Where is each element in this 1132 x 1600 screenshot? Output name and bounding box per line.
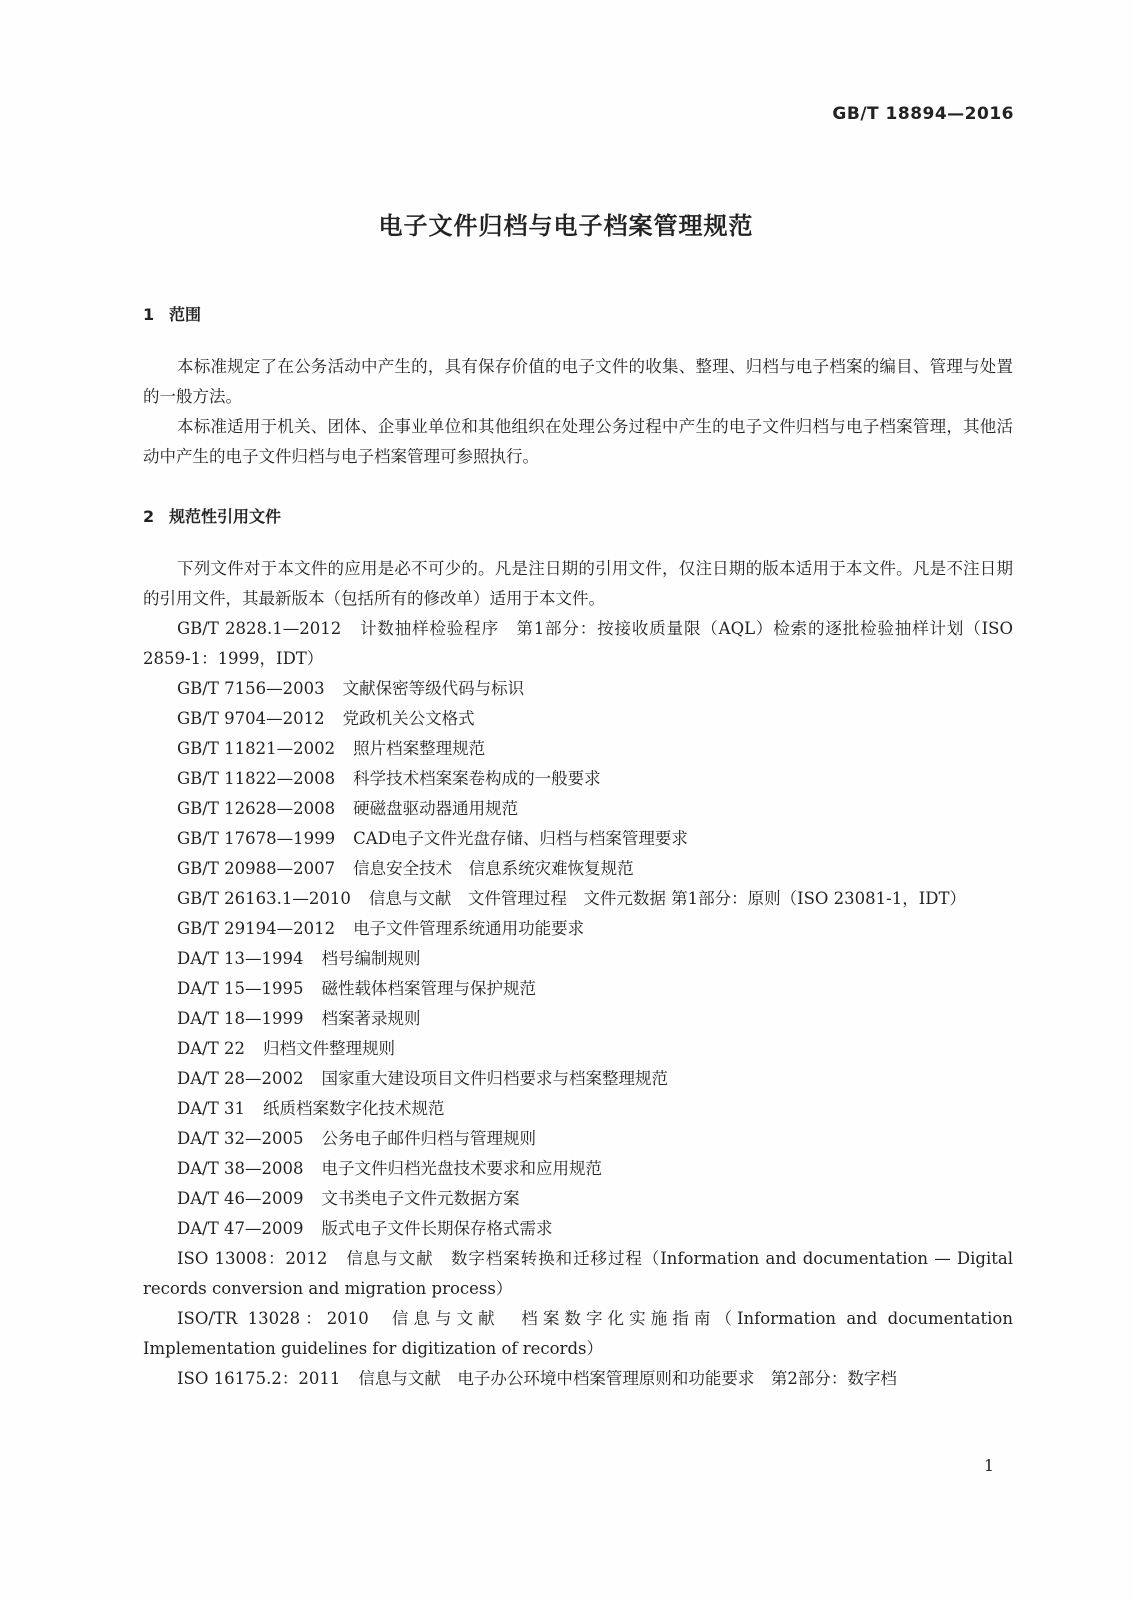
reference-code: DA/T 31 <box>177 1099 245 1118</box>
document-body <box>143 300 1013 1394</box>
reference-title: CAD电子文件光盘存储、归档与档案管理要求 <box>353 829 688 848</box>
reference-code: GB/T 7156—2003 <box>177 679 325 698</box>
reference-item <box>143 794 1013 824</box>
reference-item <box>143 614 1013 674</box>
reference-code: GB/T 2828.1—2012 <box>177 619 342 638</box>
reference-item <box>143 704 1013 734</box>
reference-code: GB/T 26163.1—2010 <box>177 889 351 908</box>
section-2-heading <box>143 502 1013 532</box>
reference-title: 电子文件归档光盘技术要求和应用规范 <box>321 1159 602 1178</box>
reference-title: 文书类电子文件元数据方案 <box>321 1189 520 1208</box>
reference-item <box>143 1214 1013 1244</box>
reference-title: 党政机关公文格式 <box>342 709 475 728</box>
reference-code: DA/T 46—2009 <box>177 1189 304 1208</box>
reference-item <box>143 884 1013 914</box>
reference-title: 档号编制规则 <box>321 949 421 968</box>
page-number: 1 <box>983 1456 994 1475</box>
reference-title: 计数抽样检验程序 第1部分：按接收质量限（AQL）检索的逐批检验抽样计划（ISO 2859-1：1999，IDT） <box>143 619 1013 668</box>
section-1-title: 范围 <box>169 305 202 324</box>
reference-item <box>143 1184 1013 1214</box>
reference-title: 纸质档案数字化技术规范 <box>262 1099 445 1118</box>
document-title: 电子文件归档与电子档案管理规范 <box>378 212 754 240</box>
reference-title: 磁性载体档案管理与保护规范 <box>321 979 536 998</box>
reference-code: GB/T 20988—2007 <box>177 859 336 878</box>
reference-title: 照片档案整理规范 <box>353 739 486 758</box>
reference-item <box>143 1034 1013 1064</box>
reference-code: DA/T 32—2005 <box>177 1129 304 1148</box>
reference-title: 信息与文献 档案数字化实施指南（Information and documentation Implementation guidelines for digitization of records） <box>143 1309 1013 1358</box>
reference-title: 信息与文献 文件管理过程 文件元数据 第1部分：原则（ISO 23081-1，IDT） <box>368 889 966 908</box>
reference-item <box>143 764 1013 794</box>
reference-code: DA/T 47—2009 <box>177 1219 304 1238</box>
reference-code: GB/T 11821—2002 <box>177 739 336 758</box>
reference-code: ISO/TR 13028：2010 <box>177 1309 369 1328</box>
section-1-paragraph: 本标准适用于机关、团体、企事业单位和其他组织在处理公务过程中产生的电子文件归档与电子档案管理，其他活动中产生的电子文件归档与电子档案管理可参照执行。 <box>143 417 1013 466</box>
section-1-paragraph: 本标准规定了在公务活动中产生的，具有保存价值的电子文件的收集、整理、归档与电子档案的编目、管理与处置的一般方法。 <box>143 357 1013 406</box>
reference-code: GB/T 11822—2008 <box>177 769 336 788</box>
reference-code: ISO 13008：2012 <box>177 1249 328 1268</box>
normative-references-list <box>143 614 1013 1394</box>
reference-title: 硬磁盘驱动器通用规范 <box>353 799 519 818</box>
reference-title: 科学技术档案案卷构成的一般要求 <box>353 769 601 788</box>
reference-title: 档案著录规则 <box>321 1009 421 1028</box>
reference-title: 文献保密等级代码与标识 <box>342 679 525 698</box>
reference-title: 版式电子文件长期保存格式需求 <box>321 1219 553 1238</box>
reference-title: 信息与文献 数字档案转换和迁移过程（Information and documentation — Digital records conversion and migration process） <box>143 1249 1013 1298</box>
reference-title: 信息安全技术 信息系统灾难恢复规范 <box>353 859 634 878</box>
reference-code: DA/T 13—1994 <box>177 949 304 968</box>
reference-title: 公务电子邮件归档与管理规则 <box>321 1129 536 1148</box>
reference-code: GB/T 17678—1999 <box>177 829 336 848</box>
reference-code: DA/T 22 <box>177 1039 245 1058</box>
section-2-number: 2 <box>143 507 155 526</box>
reference-code: GB/T 29194—2012 <box>177 919 336 938</box>
reference-code: GB/T 9704—2012 <box>177 709 325 728</box>
reference-code: ISO 16175.2：2011 <box>177 1369 341 1388</box>
reference-item <box>143 674 1013 704</box>
reference-item <box>143 1094 1013 1124</box>
reference-item <box>143 1244 1013 1304</box>
reference-item <box>143 824 1013 854</box>
reference-title: 归档文件整理规则 <box>262 1039 395 1058</box>
reference-item <box>143 914 1013 944</box>
reference-title: 国家重大建设项目文件归档要求与档案整理规范 <box>321 1069 668 1088</box>
section-1-number: 1 <box>143 305 155 324</box>
reference-code: DA/T 28—2002 <box>177 1069 304 1088</box>
reference-item <box>143 944 1013 974</box>
reference-item <box>143 734 1013 764</box>
reference-item <box>143 1004 1013 1034</box>
section-2-title: 规范性引用文件 <box>169 507 282 526</box>
reference-item <box>143 1124 1013 1154</box>
reference-code: DA/T 15—1995 <box>177 979 304 998</box>
reference-item <box>143 974 1013 1004</box>
section-1-heading <box>143 300 1013 330</box>
reference-item <box>143 854 1013 884</box>
reference-code: DA/T 38—2008 <box>177 1159 304 1178</box>
section-2-intro: 下列文件对于本文件的应用是必不可少的。凡是注日期的引用文件，仅注日期的版本适用于本文件。凡是不注日期的引用文件，其最新版本（包括所有的修改单）适用于本文件。 <box>143 559 1013 608</box>
reference-code: GB/T 12628—2008 <box>177 799 336 818</box>
standard-number: GB/T 18894—2016 <box>832 104 1014 124</box>
reference-item <box>143 1064 1013 1094</box>
reference-item <box>143 1304 1013 1364</box>
reference-title: 信息与文献 电子办公环境中档案管理原则和功能要求 第2部分：数字档 <box>358 1369 897 1388</box>
reference-item <box>143 1364 1013 1394</box>
reference-code: DA/T 18—1999 <box>177 1009 304 1028</box>
reference-title: 电子文件管理系统通用功能要求 <box>353 919 585 938</box>
reference-item <box>143 1154 1013 1184</box>
